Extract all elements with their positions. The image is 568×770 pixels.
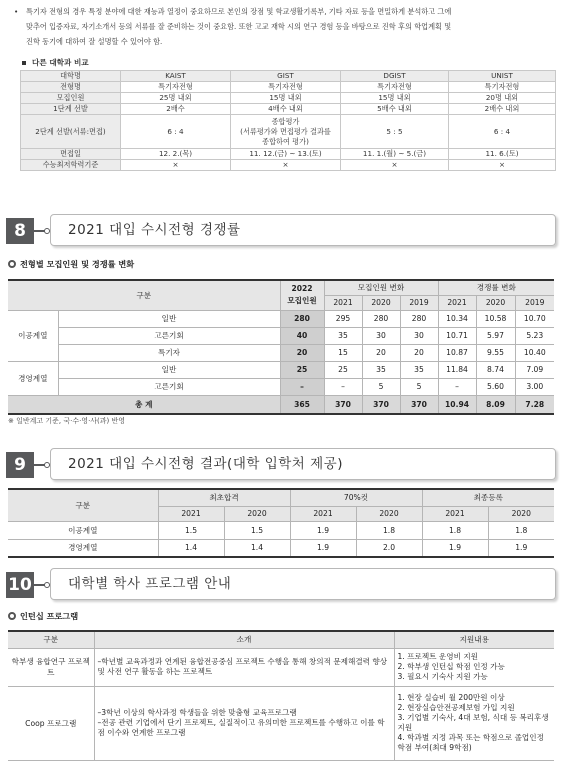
- table-cell: 5 : 5: [341, 115, 449, 149]
- header-cell: 지원내용: [394, 631, 554, 648]
- table-cell: 12. 2.(목): [121, 149, 231, 160]
- table-cell: 35: [324, 327, 362, 344]
- quota-2022: 365: [280, 395, 324, 414]
- total-row: [8, 395, 554, 414]
- table-cell: 25명 내외: [121, 93, 231, 104]
- total-label: 총 계: [8, 395, 280, 414]
- intro-line-1: 특기자 전형의 경우 특정 분야에 대한 재능과 열정이 중요하므로 본인의 장점 및 학교생활기록부, 기타 자료 등을 면밀하게 분석하고 그에: [26, 7, 452, 16]
- section-title: 2021 대입 수시전형 경쟁률: [68, 222, 241, 238]
- table-row: [21, 115, 556, 149]
- intro-line-3: 진학 동기에 대하여 잘 설명할 수 있어야 함.: [26, 37, 163, 46]
- program-desc: –3학년 이상의 학사과정 학생들을 위한 맞춤형 교육프로그램 –전공 관련 기업에서 단기 프로젝트, 실질적이고 유의미한 프로젝트를 수행하고 이를 학점 이수와 연계한 프로그램: [94, 686, 394, 760]
- connector-dot-icon: [44, 582, 50, 588]
- header-year: 2021: [290, 506, 356, 521]
- table-cell: 10.71: [438, 327, 476, 344]
- table-cell: 8.74: [476, 361, 515, 378]
- group-label: 경영계열: [8, 361, 58, 395]
- header-row: [8, 631, 554, 648]
- table-cell: 5.60: [476, 378, 515, 395]
- quota-2022: 280: [280, 310, 324, 327]
- table-cell: 6 : 4: [121, 115, 231, 149]
- table-cell: 10.70: [515, 310, 554, 327]
- table-cell: 1.9: [290, 539, 356, 557]
- header-year: 2021: [158, 506, 224, 521]
- header-year: 2020: [224, 506, 290, 521]
- header-year: 2020: [356, 506, 422, 521]
- section-10-subtitle: 인턴십 프로그램: [8, 611, 78, 622]
- table-row: [8, 521, 554, 539]
- header-col: 최초합격: [158, 489, 290, 506]
- compare-header-cell: DGIST: [341, 71, 449, 82]
- table-cell: 3.00: [515, 378, 554, 395]
- compare-header-cell: UNIST: [449, 71, 556, 82]
- table-cell: 1.9: [488, 539, 554, 557]
- table-cell: 11. 1.(월) ~ 5.(금): [341, 149, 449, 160]
- results-table: [8, 488, 554, 558]
- support-item: 2. 현장실습안전공제보험 가입 지원: [397, 703, 515, 712]
- table-cell: 1.4: [224, 539, 290, 557]
- support-item: 3. 필요시 기숙사 지원 가능: [397, 672, 488, 681]
- table-cell: 20명 내외: [449, 93, 556, 104]
- table-row: [8, 378, 554, 395]
- quota-2022: 25: [280, 361, 324, 378]
- table-cell: 1.9: [422, 539, 488, 557]
- table-cell: –: [324, 378, 362, 395]
- bullet-mark: •: [14, 7, 19, 16]
- table-cell: 4배수 내외: [231, 104, 341, 115]
- table-cell: 11.84: [438, 361, 476, 378]
- footnote: ※ 일반계고 기준, 국·수·영·사(과) 반영: [8, 417, 126, 425]
- table-cell: 30: [362, 327, 400, 344]
- header-year: 2021: [324, 295, 362, 310]
- table-row: [8, 310, 554, 327]
- table-cell: 280: [362, 310, 400, 327]
- table-cell: 35: [400, 361, 438, 378]
- table-cell: 11. 6.(토): [449, 149, 556, 160]
- table-cell: 15명 내외: [231, 93, 341, 104]
- type-label: 일반: [58, 361, 280, 378]
- table-cell: ×: [449, 160, 556, 171]
- header-year: 2020: [488, 506, 554, 521]
- section-8-header: [6, 214, 558, 246]
- header-2022: [280, 280, 324, 310]
- connector-dot-icon: [44, 462, 50, 468]
- table-cell: 9.55: [476, 344, 515, 361]
- ring-bullet-icon: [8, 260, 16, 268]
- table-cell: 특기자전형: [449, 82, 556, 93]
- table-cell: –: [438, 378, 476, 395]
- table-cell: 10.87: [438, 344, 476, 361]
- table-cell: 30: [400, 327, 438, 344]
- table-cell: 2.0: [356, 539, 422, 557]
- type-label: 일반: [58, 310, 280, 327]
- program-support: [394, 686, 554, 760]
- connector-dot-icon: [44, 228, 50, 234]
- table-cell: 370: [362, 395, 400, 414]
- table-cell: 1.5: [158, 521, 224, 539]
- type-label: 고른기회: [58, 327, 280, 344]
- section-title: 대학별 학사 프로그램 안내: [68, 576, 232, 592]
- header-year: 2019: [400, 295, 438, 310]
- table-cell: ×: [231, 160, 341, 171]
- table-cell: 11. 12.(금) ~ 13.(토): [231, 149, 341, 160]
- support-item: 1. 현장 실습비 월 200만원 이상: [397, 693, 505, 702]
- table-cell: 10.94: [438, 395, 476, 414]
- table-cell: 2배수: [121, 104, 231, 115]
- compare-title: 다른 대학과 비교: [22, 57, 89, 68]
- header-year: 2021: [422, 506, 488, 521]
- header-row: [8, 280, 554, 295]
- section-title: 2021 대입 수시전형 결과(대학 입학처 제공): [68, 456, 343, 472]
- table-row: [21, 93, 556, 104]
- quota-2022: 20: [280, 344, 324, 361]
- type-label: 고른기회: [58, 378, 280, 395]
- header-year: 2019: [515, 295, 554, 310]
- header-2022-label: 모집인원: [287, 296, 317, 306]
- table-row: [8, 327, 554, 344]
- table-cell: 2배수 내외: [449, 104, 556, 115]
- support-item: 3. 기업별 기숙사, 4대 보험, 식대 등 복리후생 지원: [397, 713, 549, 732]
- quota-2022: 40: [280, 327, 324, 344]
- row-label: 수능최저학력기준: [21, 160, 121, 171]
- table-cell: 1.8: [356, 521, 422, 539]
- table-cell: 35: [362, 361, 400, 378]
- table-cell: 5배수 내외: [341, 104, 449, 115]
- table-cell: 5: [362, 378, 400, 395]
- table-cell: 10.58: [476, 310, 515, 327]
- type-label: 특기자: [58, 344, 280, 361]
- table-cell: 5.97: [476, 327, 515, 344]
- square-bullet-icon: [22, 61, 26, 65]
- table-cell: 10.40: [515, 344, 554, 361]
- header-group: 구분: [8, 489, 158, 521]
- row-label: 전형명: [21, 82, 121, 93]
- header-cell: 구분: [8, 631, 94, 648]
- table-cell: 1.8: [488, 521, 554, 539]
- table-cell: 20: [362, 344, 400, 361]
- row-label: 1단계 선발: [21, 104, 121, 115]
- table-cell: 1.8: [422, 521, 488, 539]
- table-cell: 특기자전형: [121, 82, 231, 93]
- compare-header-cell: 대학명: [21, 71, 121, 82]
- table-row: [21, 149, 556, 160]
- section-8-subtitle: 전형별 모집인원 및 경쟁률 변화: [8, 259, 134, 270]
- section-number: 9: [6, 452, 34, 478]
- program-desc: –학년별 교육과정과 연계된 융합전공중심 프로젝트 수행을 통해 창의적 문제해결력 향상 및 사전 연구 활동을 하는 프로젝트: [94, 648, 394, 686]
- table-cell: 1.4: [158, 539, 224, 557]
- table-cell: 5: [400, 378, 438, 395]
- program-table: [8, 630, 554, 761]
- header-cell: 소개: [94, 631, 394, 648]
- table-cell: 7.09: [515, 361, 554, 378]
- table-row: [8, 361, 554, 378]
- table-cell: 10.34: [438, 310, 476, 327]
- table-row: [8, 648, 554, 686]
- row-label: 2단계 선발(서류:면접): [21, 115, 121, 149]
- table-cell: 1.9: [290, 521, 356, 539]
- header-col: 70%컷: [290, 489, 422, 506]
- table-cell: 295: [324, 310, 362, 327]
- header-2022-year: 2022: [291, 284, 313, 294]
- competition-table: [8, 279, 554, 415]
- table-cell: 1.5: [224, 521, 290, 539]
- header-quota-change: 모집인원 변화: [324, 280, 438, 295]
- support-item: 2. 학부생 인턴십 학점 인정 가능: [397, 662, 505, 671]
- header-group: 구분: [8, 280, 280, 310]
- table-cell: 370: [324, 395, 362, 414]
- intro-line-2: 맞추어 입증자료, 자기소개서 등의 서류를 잘 준비하는 것이 중요함. 또한 고교 재학 시의 연구 경험 등을 바탕으로 진학 후의 학업계획 및: [26, 22, 452, 31]
- table-cell: 15명 내외: [341, 93, 449, 104]
- section-number: 8: [6, 218, 34, 244]
- table-cell-multiline: 종합평가 (서류평가와 면접평가 결과를 종합하여 평가): [231, 115, 341, 149]
- row-label: 이공계열: [8, 521, 158, 539]
- program-support: [394, 648, 554, 686]
- table-cell: 15: [324, 344, 362, 361]
- table-row: [8, 344, 554, 361]
- table-cell: 25: [324, 361, 362, 378]
- table-row: [21, 160, 556, 171]
- table-cell: 7.28: [515, 395, 554, 414]
- program-label: Coop 프로그램: [8, 686, 94, 760]
- table-row: [8, 686, 554, 760]
- section-10-header: [6, 568, 558, 600]
- header-year: 2020: [362, 295, 400, 310]
- header-ratio-change: 경쟁률 변화: [438, 280, 554, 295]
- header-year: 2021: [438, 295, 476, 310]
- header-year: 2020: [476, 295, 515, 310]
- header-row: [8, 489, 554, 506]
- row-label: 면접일: [21, 149, 121, 160]
- row-label: 경영계열: [8, 539, 158, 557]
- compare-table: [20, 70, 556, 171]
- table-cell: 5.23: [515, 327, 554, 344]
- intro-paragraph: [14, 4, 560, 49]
- quota-2022: –: [280, 378, 324, 395]
- section-9-header: [6, 448, 558, 480]
- support-item: 1. 프로젝트 운영비 지원: [397, 652, 479, 661]
- table-row: [21, 104, 556, 115]
- table-cell: 6 : 4: [449, 115, 556, 149]
- table-row: [8, 539, 554, 557]
- compare-header-row: [21, 71, 556, 82]
- table-cell: 370: [400, 395, 438, 414]
- header-col: 최종등록: [422, 489, 554, 506]
- table-cell: 8.09: [476, 395, 515, 414]
- section-number: 10: [6, 572, 34, 598]
- compare-header-cell: GIST: [231, 71, 341, 82]
- table-cell: 특기자전형: [341, 82, 449, 93]
- ring-bullet-icon: [8, 612, 16, 620]
- group-label: 이공계열: [8, 310, 58, 361]
- table-cell: 20: [400, 344, 438, 361]
- table-cell: 특기자전형: [231, 82, 341, 93]
- table-cell: ×: [341, 160, 449, 171]
- program-label: 학부생 융합연구 프로젝트: [8, 648, 94, 686]
- row-label: 모집인원: [21, 93, 121, 104]
- compare-header-cell: KAIST: [121, 71, 231, 82]
- support-item: 4. 학과별 지정 과목 또는 학점으로 졸업인정학점 부여(최대 9학점): [397, 733, 544, 752]
- table-cell: 280: [400, 310, 438, 327]
- table-cell: ×: [121, 160, 231, 171]
- table-row: [21, 82, 556, 93]
